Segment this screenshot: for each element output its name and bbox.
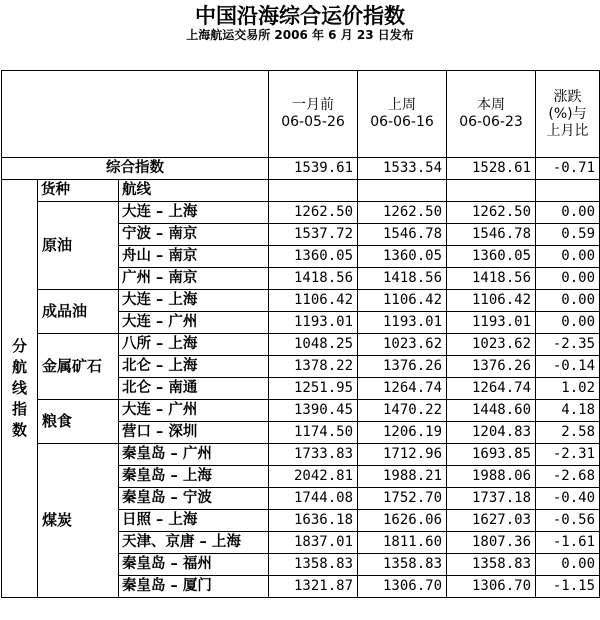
value-this-week: 1418.56 [447, 268, 536, 290]
value-month-ago: 1193.01 [269, 312, 358, 334]
route-name: 秦皇岛 – 福州 [119, 554, 269, 576]
value-this-week: 1358.83 [447, 554, 536, 576]
table-row [2, 202, 600, 224]
table-row [2, 444, 600, 466]
value-month-ago: 2042.81 [269, 466, 358, 488]
table-row [2, 334, 600, 356]
value-change: 0.00 [536, 202, 600, 224]
section-label-char: 航 [11, 358, 27, 376]
value-change: -2.68 [536, 466, 600, 488]
value-change: -0.14 [536, 356, 600, 378]
value-last-week: 1988.21 [358, 466, 447, 488]
value-change: -2.35 [536, 334, 600, 356]
value-last-week: 1206.19 [358, 422, 447, 444]
value-last-week: 1358.83 [358, 554, 447, 576]
header-this-week-date: 06-06-23 [459, 114, 523, 130]
value-month-ago: 1360.05 [269, 246, 358, 268]
section-label [2, 180, 38, 598]
route-name: 秦皇岛 – 上海 [119, 466, 269, 488]
header-month-ago-label: 一月前 [292, 97, 335, 113]
empty-cell [536, 180, 600, 202]
value-this-week: 1264.74 [447, 378, 536, 400]
route-name: 北仑 – 上海 [119, 356, 269, 378]
route-name: 宁波 – 南京 [119, 224, 269, 246]
value-change: -0.40 [536, 488, 600, 510]
section-label-char: 指 [11, 400, 27, 418]
route-name: 日照 – 上海 [119, 510, 269, 532]
composite-change: -0.71 [536, 158, 600, 180]
value-this-week: 1627.03 [447, 510, 536, 532]
table-row [2, 400, 600, 422]
header-last-week-date: 06-06-16 [370, 114, 434, 130]
goods-category: 原油 [38, 202, 119, 290]
header-change-pct [536, 71, 600, 158]
composite-label: 综合指数 [2, 158, 269, 180]
empty-cell [269, 180, 358, 202]
section-label-char: 数 [11, 421, 27, 439]
value-last-week: 1306.70 [358, 576, 447, 598]
value-this-week: 1448.60 [447, 400, 536, 422]
value-change: -1.15 [536, 576, 600, 598]
header-change-line3: 上月比 [546, 122, 589, 139]
value-this-week: 1807.36 [447, 532, 536, 554]
value-change: 2.58 [536, 422, 600, 444]
value-change: 1.02 [536, 378, 600, 400]
composite-row [2, 158, 600, 180]
value-month-ago: 1744.08 [269, 488, 358, 510]
value-month-ago: 1174.50 [269, 422, 358, 444]
value-this-week: 1693.85 [447, 444, 536, 466]
route-name: 广州 – 南京 [119, 268, 269, 290]
value-last-week: 1811.60 [358, 532, 447, 554]
value-this-week: 1193.01 [447, 312, 536, 334]
value-change: 0.00 [536, 554, 600, 576]
value-this-week: 1204.83 [447, 422, 536, 444]
goods-category: 粮食 [38, 400, 119, 444]
value-last-week: 1546.78 [358, 224, 447, 246]
value-this-week: 1988.06 [447, 466, 536, 488]
value-this-week: 1360.05 [447, 246, 536, 268]
route-name: 大连 – 广州 [119, 312, 269, 334]
section-label-char: 线 [11, 379, 27, 397]
value-month-ago: 1537.72 [269, 224, 358, 246]
header-row [2, 71, 600, 158]
value-month-ago: 1262.50 [269, 202, 358, 224]
value-change: 4.18 [536, 400, 600, 422]
route-name: 秦皇岛 – 厦门 [119, 576, 269, 598]
header-change-line2: (%)与 [548, 105, 587, 122]
route-name: 营口 – 深圳 [119, 422, 269, 444]
value-change: 0.00 [536, 268, 600, 290]
value-last-week: 1470.22 [358, 400, 447, 422]
route-name: 秦皇岛 – 宁波 [119, 488, 269, 510]
value-last-week: 1264.74 [358, 378, 447, 400]
header-month-ago [269, 71, 358, 158]
value-change: -2.31 [536, 444, 600, 466]
value-this-week: 1376.26 [447, 356, 536, 378]
value-change: 0.00 [536, 290, 600, 312]
value-this-week: 1737.18 [447, 488, 536, 510]
value-last-week: 1752.70 [358, 488, 447, 510]
value-month-ago: 1390.45 [269, 400, 358, 422]
section-label-char: 分 [11, 337, 27, 355]
value-month-ago: 1636.18 [269, 510, 358, 532]
header-blank-cell [2, 71, 269, 158]
header-this-week [447, 71, 536, 158]
goods-category: 煤炭 [38, 444, 119, 598]
value-month-ago: 1733.83 [269, 444, 358, 466]
route-name: 天津、京唐 – 上海 [119, 532, 269, 554]
route-name: 秦皇岛 – 广州 [119, 444, 269, 466]
goods-category: 金属矿石 [38, 334, 119, 400]
value-last-week: 1193.01 [358, 312, 447, 334]
page-title: 中国沿海综合运价指数 [195, 4, 405, 28]
value-change: 0.59 [536, 224, 600, 246]
composite-last-week: 1533.54 [358, 158, 447, 180]
header-change-line1: 涨跌 [553, 88, 582, 105]
value-this-week: 1306.70 [447, 576, 536, 598]
value-month-ago: 1837.01 [269, 532, 358, 554]
value-this-week: 1262.50 [447, 202, 536, 224]
composite-this-week: 1528.61 [447, 158, 536, 180]
value-last-week: 1023.62 [358, 334, 447, 356]
value-month-ago: 1106.42 [269, 290, 358, 312]
route-column-head: 航线 [119, 180, 269, 202]
empty-cell [447, 180, 536, 202]
route-name: 北仑 – 南通 [119, 378, 269, 400]
value-month-ago: 1321.87 [269, 576, 358, 598]
value-change: 0.00 [536, 246, 600, 268]
value-this-week: 1023.62 [447, 334, 536, 356]
route-name: 舟山 – 南京 [119, 246, 269, 268]
value-this-week: 1106.42 [447, 290, 536, 312]
header-last-week-label: 上周 [388, 97, 417, 113]
value-change: 0.00 [536, 312, 600, 334]
empty-cell [358, 180, 447, 202]
header-month-ago-date: 06-05-26 [281, 114, 345, 130]
value-last-week: 1376.26 [358, 356, 447, 378]
value-change: -0.56 [536, 510, 600, 532]
route-name: 大连 – 上海 [119, 290, 269, 312]
table-row [2, 290, 600, 312]
composite-month-ago: 1539.61 [269, 158, 358, 180]
value-last-week: 1418.56 [358, 268, 447, 290]
route-name: 大连 – 上海 [119, 202, 269, 224]
route-name: 大连 – 广州 [119, 400, 269, 422]
value-last-week: 1106.42 [358, 290, 447, 312]
header-this-week-label: 本周 [477, 97, 506, 113]
column-head-row [2, 180, 600, 202]
value-last-week: 1626.06 [358, 510, 447, 532]
route-name: 八所 – 上海 [119, 334, 269, 356]
value-change: -1.61 [536, 532, 600, 554]
goods-category: 成品油 [38, 290, 119, 334]
freight-index-table [1, 70, 600, 598]
page-subtitle: 上海航运交易所 2006 年 6 月 23 日发布 [186, 28, 414, 42]
value-month-ago: 1418.56 [269, 268, 358, 290]
value-last-week: 1262.50 [358, 202, 447, 224]
header-last-week [358, 71, 447, 158]
value-month-ago: 1251.95 [269, 378, 358, 400]
value-last-week: 1712.96 [358, 444, 447, 466]
goods-column-head: 货种 [38, 180, 119, 202]
value-this-week: 1546.78 [447, 224, 536, 246]
value-last-week: 1360.05 [358, 246, 447, 268]
value-month-ago: 1378.22 [269, 356, 358, 378]
value-month-ago: 1358.83 [269, 554, 358, 576]
value-month-ago: 1048.25 [269, 334, 358, 356]
